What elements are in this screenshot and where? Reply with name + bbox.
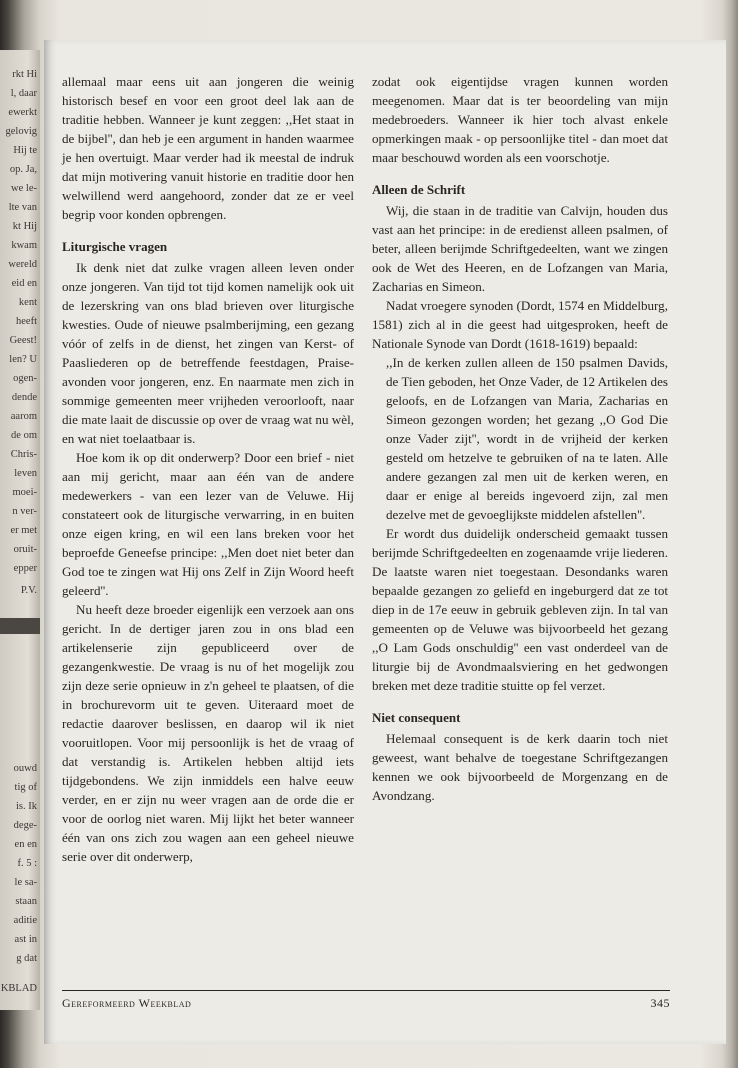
- previous-page-dark-bar: [0, 618, 40, 634]
- page-number: 345: [650, 996, 670, 1010]
- previous-page-fragment: de om: [11, 430, 37, 441]
- previous-page-fragment: staan: [15, 896, 37, 907]
- previous-page-fragment: en en: [14, 839, 37, 850]
- previous-page-fragment: ast in: [14, 934, 37, 945]
- previous-page-fragment: ewerkt: [8, 107, 37, 118]
- paragraph: Hoe kom ik op dit onderwerp? Door een brief - niet aan mij gericht, maar aan één van de andere medewerkers - van een lezer van de Veluwe. Hij constateert ook de liturgische verwarring, in en buiten onze eigen kring, en wil een lans breken voor het beproefde Geneefse principe: ,,Men doet niet beter dan God toe te zingen wat Hij ons Zelf in Zijn Woord heeft geleerd''.: [62, 450, 354, 598]
- previous-page-fragment: er met: [10, 525, 37, 536]
- previous-page-fragment: aditie: [13, 915, 37, 926]
- previous-page-fragment: ouwd: [13, 763, 37, 774]
- previous-page-fragment: len? U: [9, 354, 37, 365]
- paragraph: Ik denk niet dat zulke vragen alleen leven onder onze jongeren. Van tijd tot tijd komen namelijk ook uit de lezerskring van ons blad brieven over liturgische kwesties. Oude of nieuwe psalmberijming, een gezang vóór of zelfs in de dienst, het zingen van Kerst- of Paasliederen op de betreffende feestdagen, Praise-avonden voor jongeren, enz. En naarmate men zich in sommige gemeenten meer vrijheden veroorlooft, naar die mate laait de discussie op over de vraag wat nu wèl, en wat niet toelaatbaar is.: [62, 260, 354, 446]
- synod-quote: ,,In de kerken zullen alleen de 150 psalmen Davids, de Tien geboden, het Onze Vader, de 12 Artikelen des geloofs, en de Lofzangen van Maria, Zacharias en Simeon gezongen worden; het gezang ,,O God Die onze Vader zijt'', wordt in de vrijheid der kerken gesteld om hetzelve te gebruiken of na te laten. Alle andere gezangen zal men uit de kerken weren, en daar er enige al bereids ingevoerd zijn, zal men dezelve met de gevoeglijkste middelen afstellen''.: [386, 355, 668, 522]
- previous-page-fragment: l, daar: [10, 88, 37, 99]
- previous-page-fragment: n ver-: [12, 506, 37, 517]
- previous-page-fragment: heeft: [16, 316, 37, 327]
- previous-page-fragment: Chris-: [10, 449, 37, 460]
- previous-page-fragment: oruit-: [13, 544, 37, 555]
- section-heading: Liturgische vragen: [62, 239, 168, 254]
- previous-page-fragment: eid en: [11, 278, 37, 289]
- paragraph: allemaal maar eens uit aan jongeren die weinig historisch besef en voor een groot deel lak aan de traditie hebben. Wanneer je kunt zeggen: ,,Het staat in de bijbel'', dan heb je een argument in handen waarmee je hen overtuigt. Maar verder had ik meestal de indruk dat mijn motivering vanuit historie en traditie door hen welwillend werd aangehoord, zonder dat ze er veel begrip voor konden opbrengen.: [62, 74, 354, 222]
- previous-page-fragment: f. 5 :: [17, 858, 37, 869]
- left-column: [62, 72, 354, 866]
- previous-page-fragment: rkt Hi: [12, 69, 37, 80]
- previous-page-fragment: Hij te: [13, 145, 37, 156]
- previous-page-fragment: kent: [18, 297, 37, 308]
- previous-page-fragment: ogen-: [13, 373, 37, 384]
- section-heading: Alleen de Schrift: [372, 182, 466, 197]
- section-heading: Niet consequent: [372, 710, 461, 725]
- previous-page-edge: [0, 50, 40, 1010]
- journal-name: Gereformeerd Weekblad: [62, 996, 192, 1010]
- previous-page-fragment: lte van: [8, 202, 37, 213]
- previous-page-fragment: tig of: [14, 782, 37, 793]
- previous-page-fragment: dende: [11, 392, 37, 403]
- previous-page-fragment: Geest!: [9, 335, 37, 346]
- previous-page-fragment: kwam: [11, 240, 37, 251]
- paragraph: Helemaal consequent is de kerk daarin toch niet geweest, want behalve de toegestane Schriftgezangen kennen we ook bijvoorbeeld de Morgenzang en de Avondzang.: [372, 731, 668, 803]
- previous-page-fragment: wereld: [8, 259, 37, 270]
- previous-page-fragment: KBLAD: [0, 983, 37, 994]
- previous-page-fragment: dege-: [13, 820, 37, 831]
- right-column: [372, 72, 668, 805]
- footer-rule: [62, 990, 670, 991]
- previous-page-fragment: g dat: [16, 953, 37, 964]
- previous-page-fragment: is. Ik: [16, 801, 37, 812]
- paragraph: Nu heeft deze broeder eigenlijk een verzoek aan ons gericht. In de dertiger jaren zou in ons blad een artikelenserie zijn gepubliceerd over de gezangenkwestie. De vraag is nu of het mogelijk zou zijn deze serie opnieuw in z'n geheel te plaatsen, of die in brochurevorm uit te geven. Uiteraard moet de redactie daarover beslissen, en daarop wil ik niet vooruitlopen. Voor mij persoonlijk is het de vraag of dat verstandig is. Artikelen hebben altijd iets tijdgebondens. We zijn inmiddels een halve eeuw verder, en er zijn nu weer vragen aan de orde die er voor de oorlog niet waren. Mij lijkt het beter wanneer één van ons zich zou wagen aan een geheel nieuwe serie over dit onderwerp,: [62, 602, 354, 864]
- previous-page-fragment: epper: [13, 563, 37, 574]
- previous-page-fragment: P.V.: [20, 585, 37, 596]
- paragraph: Nadat vroegere synoden (Dordt, 1574 en Middelburg, 1581) zich al in die geest had uitgesproken, heeft de Nationale Synode van Dordt (1618-1619) bepaald:: [372, 298, 668, 351]
- paragraph: Er wordt dus duidelijk onderscheid gemaakt tussen berijmde Schriftgedeelten en zogenaamde vrije liederen. De laatste waren niet toegestaan. Desondanks waren bepaalde gezangen zo geliefd en ingeburgerd dat ze tot diep in de 17e eeuw in gebruik gebleven zijn. In tal van gemeenten op de Veluwe was bijvoorbeeld het gezang ,,O Lam Gods onschuldig'' een vast onderdeel van de liturgie bij de Avondmaalsviering en het gedwongen breken met deze traditie stuitte op fel verzet.: [372, 526, 668, 693]
- paragraph: zodat ook eigentijdse vragen kunnen worden meegenomen. Maar dat is ter beoordeling van mijn medebroeders. Wanneer ik hier toch alvast enkele opmerkingen maak - op persoonlijke titel - dan moet dat maar beschouwd worden als een voorschotje.: [372, 74, 668, 165]
- previous-page-fragment: kt Hij: [12, 221, 37, 232]
- previous-page-fragment: we le-: [11, 183, 37, 194]
- paragraph: Wij, die staan in de traditie van Calvijn, houden dus vast aan het principe: in de eredienst alleen psalmen, of beter, alleen berijmde Schriftgedeelten, want we zingen ook de Wet des Heeren, en de Lofzangen van Maria, Zacharias en Simeon.: [372, 203, 668, 294]
- previous-page-fragment: gelovig: [5, 126, 37, 137]
- previous-page-fragment: moei-: [12, 487, 37, 498]
- previous-page-fragment: op. Ja,: [9, 164, 37, 175]
- magazine-page: [44, 40, 726, 1044]
- previous-page-fragment: leven: [14, 468, 37, 479]
- previous-page-fragment: aarom: [10, 411, 37, 422]
- previous-page-fragment: le sa-: [14, 877, 37, 888]
